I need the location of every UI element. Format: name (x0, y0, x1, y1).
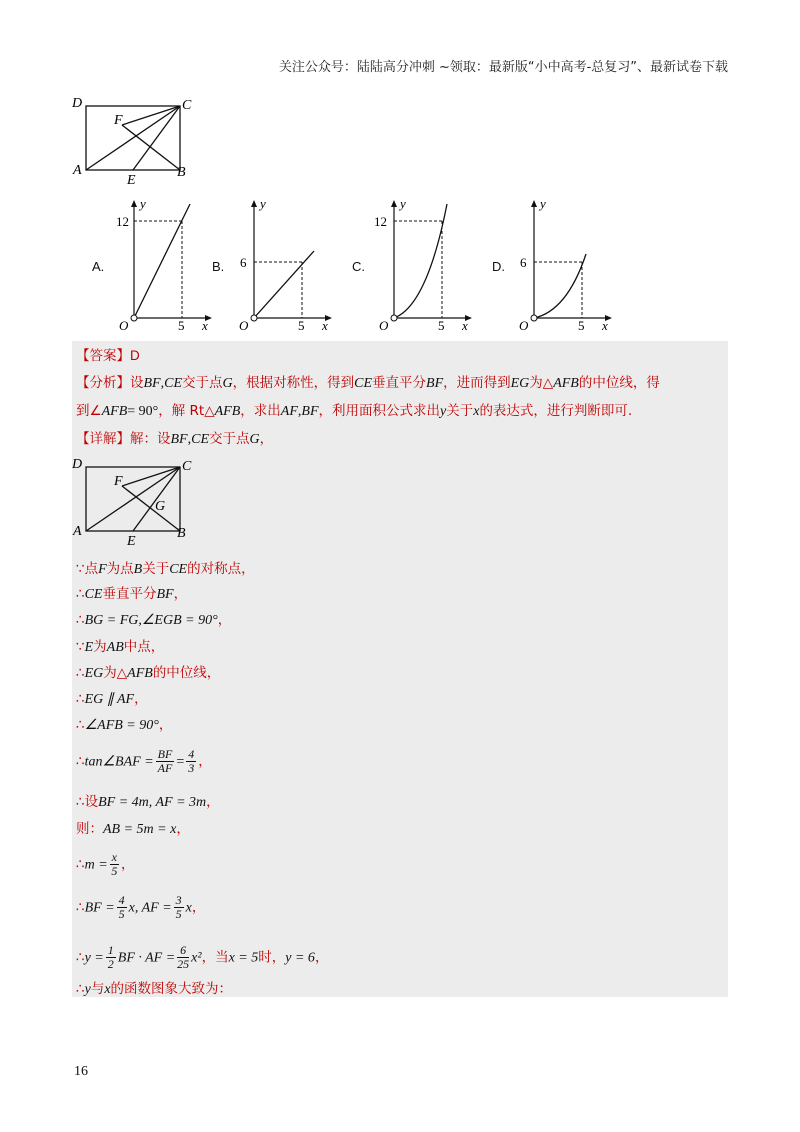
page-number: 16 (74, 1064, 88, 1079)
step-13: ∴y = $\frac{1}{2}$ BF · AF = $\frac{6}{25}$ x²，当x = 5时，y = 6， (76, 943, 329, 971)
detail-intro: 【详解】解：设BF,CE交于点G， (76, 431, 274, 447)
svg-text:F: F (114, 474, 123, 489)
option-c-graph (372, 196, 482, 332)
step-8: ∴tan∠BAF = $\frac{BF}{AF}$ = $\frac{4}{3}$ ， (76, 747, 212, 775)
svg-text:O: O (379, 318, 389, 332)
svg-text:6: 6 (240, 255, 247, 270)
svg-text:O: O (519, 318, 529, 332)
option-c-label: C. (352, 259, 365, 274)
step-14: ∴y与x的函数图象大致为： (76, 981, 233, 997)
step-6: ∴EG ∥ AF， (76, 691, 148, 707)
step-12: ∴BF = $\frac{4}{5}$ x, AF = $\frac{3}{5}$ x， (76, 893, 206, 921)
label-E: E (127, 173, 136, 188)
svg-text:C: C (182, 459, 192, 474)
label-F: F (114, 113, 123, 128)
page-header: 关注公众号：陆陆高分冲刺 ~领取：最新版“小中高考-总复习”、最新试卷下载 (278, 60, 728, 75)
svg-text:x: x (202, 318, 208, 332)
rectangle-figure-top (70, 92, 200, 188)
svg-text:12: 12 (116, 214, 129, 229)
svg-text:A: A (73, 524, 82, 539)
label-A: A (73, 163, 82, 178)
svg-text:y: y (260, 196, 266, 211)
option-d-graph (512, 196, 622, 332)
step-9: ∴设BF = 4m, AF = 3m， (76, 794, 220, 810)
svg-text:y: y (540, 196, 546, 211)
step-2: ∴CE垂直平分BF， (76, 586, 188, 602)
svg-text:5: 5 (298, 318, 305, 332)
answer-line: 【答案】D (76, 348, 140, 364)
label-D: D (72, 96, 83, 111)
rectangle-figure-detail (70, 455, 200, 551)
svg-text:5: 5 (578, 318, 585, 332)
svg-text:y: y (140, 196, 146, 211)
option-b-graph (232, 196, 342, 332)
option-a-graph (112, 196, 225, 332)
svg-text:5: 5 (438, 318, 445, 332)
analysis-line-1: 【分析】设BF,CE交于点G，根据对称性，得到CE垂直平分BF，进而得到EG为△AFB的中位线，得 (76, 375, 660, 391)
option-a-label: A. (92, 259, 105, 274)
step-11: ∴m = $\frac{x}{5}$ ， (76, 850, 135, 878)
svg-text:x: x (602, 318, 608, 332)
svg-text:O: O (239, 318, 249, 332)
step-3: ∴BG = FG,∠EGB = 90°， (76, 612, 232, 628)
label-C: C (182, 98, 192, 113)
svg-text:x: x (462, 318, 468, 332)
svg-text:x: x (322, 318, 328, 332)
svg-text:y: y (400, 196, 406, 211)
svg-text:O: O (119, 318, 129, 332)
option-d-label: D. (492, 259, 505, 274)
step-10: 则：AB = 5m = x， (76, 821, 190, 837)
svg-text:5: 5 (178, 318, 185, 332)
svg-text:G: G (155, 499, 166, 514)
svg-text:6: 6 (520, 255, 527, 270)
svg-text:B: B (177, 526, 186, 541)
option-b-label: B. (212, 259, 225, 274)
svg-text:12: 12 (374, 214, 387, 229)
step-1: ∵点F为点B关于CE的对称点， (76, 561, 255, 577)
label-B: B (177, 165, 186, 180)
svg-text:E: E (127, 534, 136, 549)
analysis-line-2: 到∠AFB= 90°，解 Rt△AFB，求出AF,BF，利用面积公式求出y关于x的表达式，进行判断即可. (76, 403, 633, 419)
svg-text:D: D (72, 457, 83, 472)
step-5: ∴EG为△AFB的中位线， (76, 665, 221, 681)
step-4: ∵E为AB中点， (76, 639, 165, 655)
step-7: ∴∠AFB = 90°， (76, 717, 173, 733)
